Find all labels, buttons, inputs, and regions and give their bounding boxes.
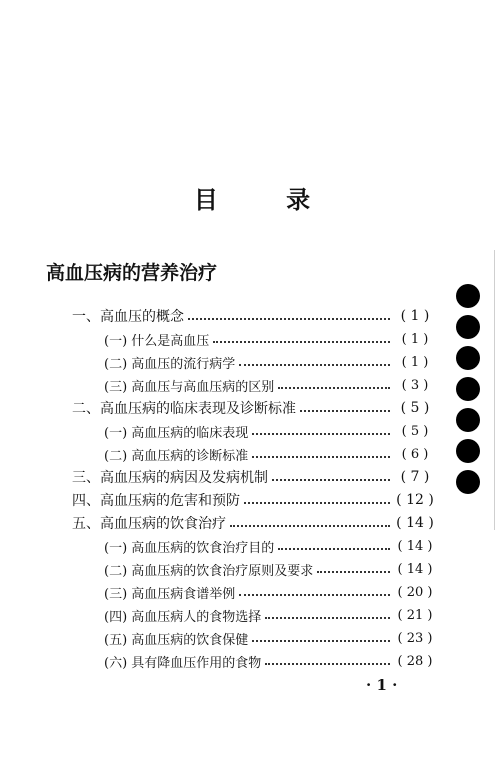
toc-entry-page: ( 5 ) — [400, 400, 430, 416]
toc-entry-page: ( 6 ) — [401, 446, 429, 462]
toc-entry-5-4[interactable] — [104, 605, 436, 625]
toc-entry-label: (一) 高血压病的饮食治疗目的 — [104, 540, 275, 556]
toc-entry-label: (一) 高血压病的临床表现 — [104, 425, 249, 441]
toc-entry-label: (六) 具有降血压作用的食物 — [104, 655, 262, 671]
toc-leader-dots — [272, 479, 390, 481]
toc-entry-page: ( 28 ) — [397, 653, 433, 669]
toc-leader-dots — [300, 410, 390, 412]
toc-entry-label: (二) 高血压病的诊断标准 — [104, 448, 249, 464]
page-number: · 1 · — [366, 676, 398, 694]
toc-entry-label: (三) 高血压病食谱举例 — [104, 586, 236, 602]
toc-entry-3[interactable] — [72, 467, 436, 487]
toc-entry-5-5[interactable] — [104, 628, 436, 648]
toc-entry-label: (二) 高血压的流行病学 — [104, 356, 236, 372]
toc-entry-label: (二) 高血压病的饮食治疗原则及要求 — [104, 563, 314, 579]
toc-entry-label: 一、高血压的概念 — [72, 309, 184, 325]
toc-entry-page: ( 3 ) — [401, 377, 429, 393]
toc-entry-5[interactable] — [72, 513, 436, 533]
chapter-tab-dot — [456, 377, 480, 401]
toc-entry-page: ( 14 ) — [397, 538, 433, 554]
toc-leader-dots — [239, 594, 390, 596]
toc-entry-label: 二、高血压病的临床表现及诊断标准 — [72, 401, 296, 417]
toc-entry-5-2[interactable] — [104, 559, 436, 579]
chapter-tab-dot — [456, 315, 480, 339]
toc-entry-page: ( 1 ) — [401, 331, 429, 347]
toc-entry-5-6[interactable] — [104, 651, 436, 671]
toc-leader-dots — [213, 341, 390, 343]
section-heading: 高血压病的营养治疗 — [46, 262, 218, 284]
toc-entry-5-3[interactable] — [104, 582, 436, 602]
toc-leader-dots — [265, 663, 390, 665]
toc-entry-label: 五、高血压病的饮食治疗 — [72, 516, 226, 532]
toc-entry-label: 四、高血压病的危害和预防 — [72, 493, 240, 509]
table-of-contents — [0, 306, 504, 686]
toc-entry-label: (一) 什么是高血压 — [104, 333, 210, 349]
toc-entry-2-1[interactable] — [104, 421, 436, 441]
chapter-tab-dot — [456, 284, 480, 308]
toc-entry-page: ( 23 ) — [397, 630, 433, 646]
toc-leader-dots — [244, 502, 390, 504]
toc-entry-5-1[interactable] — [104, 536, 436, 556]
toc-entry-page: ( 1 ) — [401, 354, 429, 370]
toc-entry-label: (五) 高血压病的饮食保健 — [104, 632, 249, 648]
chapter-tab-dot — [456, 408, 480, 432]
toc-leader-dots — [252, 433, 390, 435]
toc-leader-dots — [252, 456, 390, 458]
page-title: 目 录 — [193, 185, 341, 214]
toc-entry-4[interactable] — [72, 490, 436, 510]
chapter-tab-markers — [456, 284, 482, 501]
page-edge-line — [494, 250, 495, 530]
toc-entry-page: ( 14 ) — [397, 561, 433, 577]
toc-entry-page: ( 21 ) — [397, 607, 433, 623]
chapter-tab-dot — [456, 439, 480, 463]
toc-entry-label: (四) 高血压病人的食物选择 — [104, 609, 262, 625]
toc-leader-dots — [230, 525, 390, 527]
toc-entry-label: (三) 高血压与高血压病的区别 — [104, 379, 275, 395]
toc-entry-page: ( 5 ) — [401, 423, 429, 439]
chapter-tab-dot — [456, 470, 480, 494]
toc-entry-page: ( 14 ) — [396, 515, 434, 531]
toc-leader-dots — [188, 318, 390, 320]
toc-entry-page: ( 1 ) — [400, 308, 430, 324]
toc-entry-1-2[interactable] — [104, 352, 436, 372]
toc-entry-2[interactable] — [72, 398, 436, 418]
toc-entry-2-2[interactable] — [104, 444, 436, 464]
toc-leader-dots — [317, 571, 390, 573]
toc-entry-1[interactable] — [72, 306, 436, 326]
toc-entry-page: ( 12 ) — [396, 492, 434, 508]
toc-leader-dots — [265, 617, 390, 619]
toc-entry-1-1[interactable] — [104, 329, 436, 349]
chapter-tab-dot — [456, 346, 480, 370]
toc-leader-dots — [278, 387, 390, 389]
toc-entry-label: 三、高血压病的病因及发病机制 — [72, 470, 268, 486]
toc-leader-dots — [252, 640, 390, 642]
toc-leader-dots — [278, 548, 390, 550]
toc-entry-1-3[interactable] — [104, 375, 436, 395]
toc-entry-page: ( 20 ) — [397, 584, 433, 600]
toc-leader-dots — [239, 364, 390, 366]
toc-entry-page: ( 7 ) — [400, 469, 430, 485]
